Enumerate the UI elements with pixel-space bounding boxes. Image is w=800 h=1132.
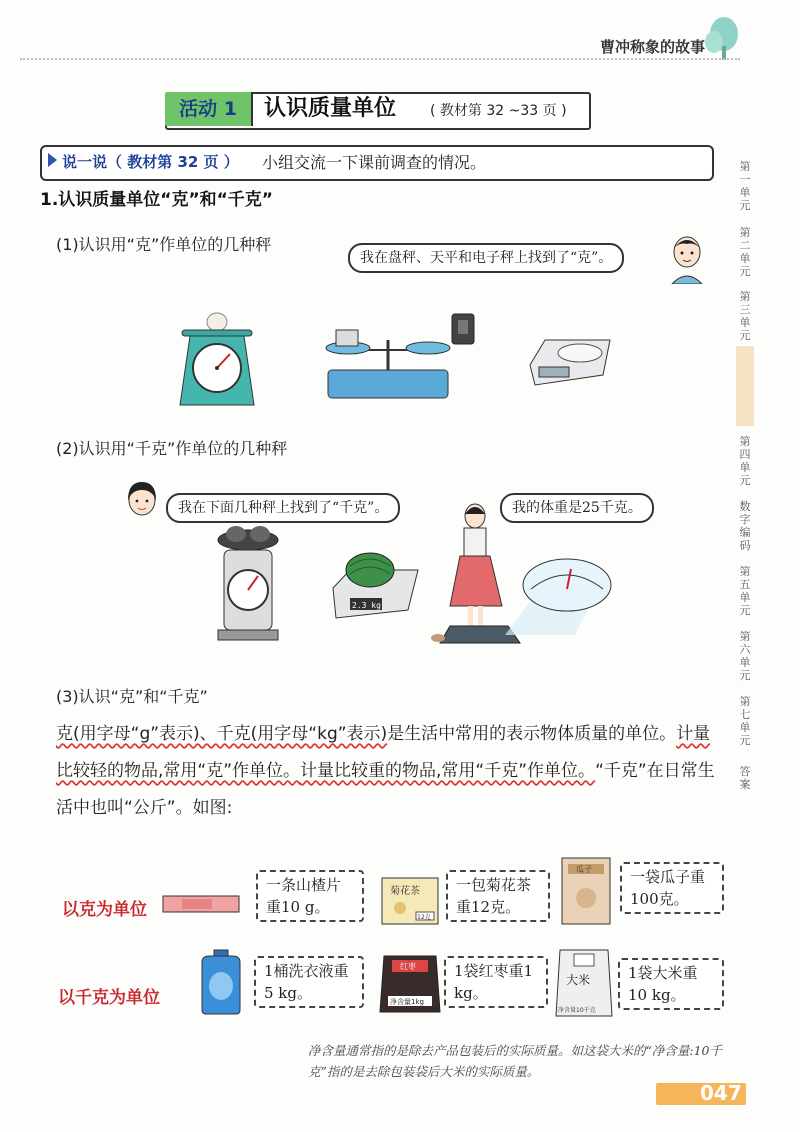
play-arrow-icon [48, 153, 57, 167]
side-tab-digital-code[interactable]: 数字编码 [739, 500, 751, 552]
detergent-weight-box: 1桶洗衣液重5 kg。 [254, 956, 364, 1008]
side-tab-unit7[interactable]: 第七单元 [739, 695, 751, 747]
electronic-scale-image [525, 325, 615, 395]
paragraph-heavy-items: 计量比较重的物品,常用“千克”作单位。 [300, 761, 596, 781]
section-heading: 1.认识质量单位“克”和“千克” [40, 190, 273, 210]
tree-icon [702, 16, 742, 62]
say-text: 小组交流一下课前调查的情况。 [262, 153, 487, 172]
platform-scale-image [208, 520, 288, 645]
paragraph-gongjin: “千克”在日常生活中也叫“公斤”。如图: [56, 761, 715, 818]
paragraph-light-items: 计量比较轻的物品,常用“克”作单位。 [56, 724, 711, 781]
subheading-gram-scales: (1)认识用“克”作单位的几种秤 [56, 235, 272, 254]
side-tab-unit6[interactable]: 第六单元 [739, 630, 751, 682]
hawthorn-weight-box: 一条山楂片重10 g。 [256, 870, 364, 922]
dates-package-label: 红枣 [400, 962, 416, 971]
side-tab-unit1[interactable]: 第一单元 [739, 160, 751, 212]
gram-unit-label: 以克为单位 [62, 900, 147, 920]
rice-package-net: 净含量10千克 [558, 1007, 596, 1014]
scale-readout: 2.3 kg [352, 601, 381, 610]
girl-avatar [122, 478, 162, 528]
page-number: 047 [700, 1081, 742, 1105]
header-divider [20, 58, 740, 60]
subheading-gram-kg: (3)认识“克”和“千克” [56, 687, 208, 706]
activity-badge: 活动 1 [165, 92, 253, 126]
side-tab-unit4[interactable]: 第四单元 [739, 435, 751, 487]
side-tab-unit2[interactable]: 第二单元 [739, 226, 751, 278]
boy-avatar [666, 232, 708, 284]
rice-weight-box: 1袋大米重10 kg。 [618, 958, 724, 1010]
activity-title: 认识质量单位 [264, 96, 397, 121]
detergent-bottle-image [196, 948, 246, 1016]
seeds-weight-box: 一袋瓜子重100克。 [620, 862, 724, 914]
kg-unit-label: 以千克为单位 [58, 988, 160, 1008]
seeds-package-label: 瓜子 [576, 865, 592, 874]
melon-seeds-bag-image [560, 856, 612, 926]
dial-scale-image [172, 310, 262, 410]
hawthorn-snack-image [162, 893, 242, 915]
paragraph-units: 克(用字母“g”表示)、千克(用字母“kg”表示) [56, 724, 388, 744]
balance-scale-image [318, 310, 488, 405]
red-dates-bag-image [378, 952, 442, 1016]
header-title: 曹冲称象的故事 [600, 38, 706, 56]
chrysanthemum-tea-image [380, 876, 442, 928]
net-weight-note: 净含量通常指的是除去产品包装后的实际质量。如这袋大米的“净含量:10千克”指的是去除包装袋后大米的实际质量。 [308, 1043, 723, 1079]
dates-package-net: 净含量1kg [390, 998, 424, 1006]
subheading-kg-scales: (2)认识用“千克”作单位的几种秤 [56, 439, 288, 458]
speech-bubble-girl: 我在下面几种秤上找到了“千克”。 [166, 493, 400, 523]
rice-package-label: 大米 [566, 973, 591, 987]
side-tab-highlight [736, 346, 754, 426]
tea-weight-box: 一包菊花茶重12克。 [446, 870, 550, 922]
activity-pages: ( 教材第 32 ~33 页 ) [430, 103, 567, 119]
definition-paragraph [56, 716, 716, 827]
gauge-callout-image [495, 555, 615, 645]
paragraph-usage: 是生活中常用的表示物体质量的单位。 [387, 724, 677, 744]
speech-bubble-weight: 我的体重是25千克。 [500, 493, 654, 523]
say-label: 说一说（ 教材第 32 页 ） [62, 153, 239, 171]
tea-package-label: 菊花茶 [390, 886, 420, 897]
side-tab-unit3[interactable]: 第三单元 [739, 290, 751, 342]
watermelon-scale-image [328, 548, 423, 628]
side-tab-unit5[interactable]: 第五单元 [739, 565, 751, 617]
rice-bag-image [554, 946, 614, 1020]
dates-weight-box: 1袋红枣重1 kg。 [444, 956, 548, 1008]
tea-package-weight: 12克 [417, 914, 431, 921]
side-tab-answers[interactable]: 答案 [739, 765, 751, 791]
speech-bubble-boy: 我在盘秤、天平和电子秤上找到了“克”。 [348, 243, 624, 273]
